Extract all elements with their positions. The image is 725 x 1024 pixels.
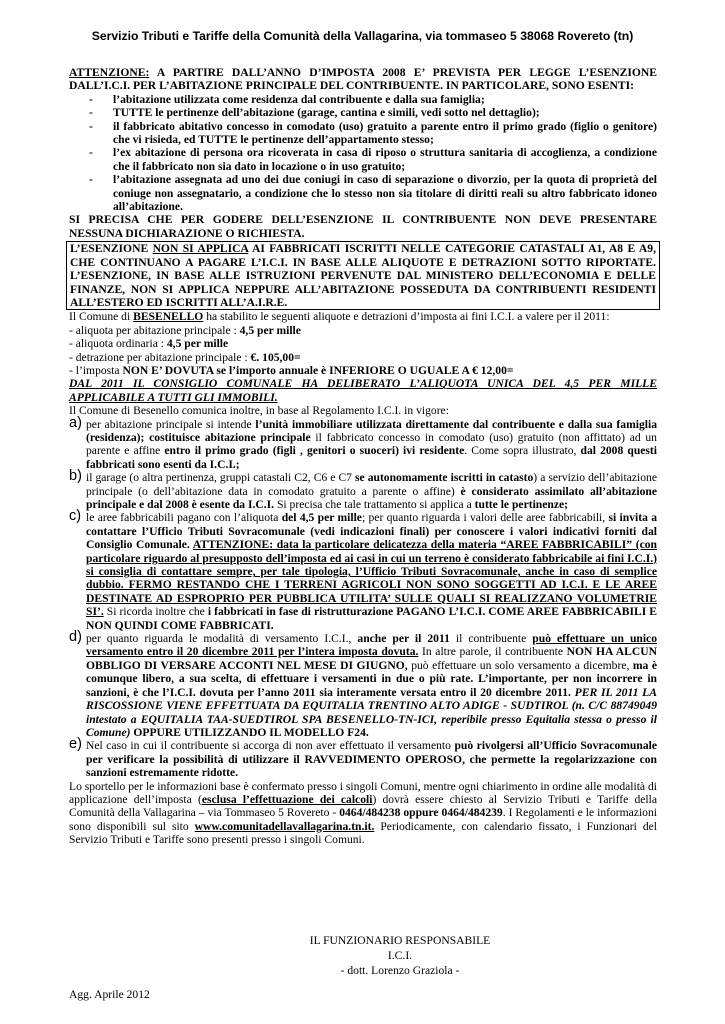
item-text: i fabbricati in fase di ristrutturazione PAGANO L’I.C.I. COME AREE FABBRICABILI E NON QUINDI COME FABBRICATI. xyxy=(86,605,658,632)
aliquota-value: 4,5 per mille xyxy=(239,323,301,337)
aliquota-label: - detrazione per abitazione principale : xyxy=(69,350,251,364)
item-text: ma è comunque libero, a sua scelta, di effettuare i versamenti in due o più rate. L’importante, per non incorrere in sanzioni, è che l’I.C.I. dovuta per l’anno 2011 sia interamente versata entro il 20 dicembre 2011. xyxy=(86,658,658,699)
item-text: è considerato assimilato all’abitazione principale e dal 2008 è esente da I.C.I. xyxy=(86,484,657,511)
item-letter: b) xyxy=(69,468,82,485)
item-text: può effettuare un unico versamento entro il 20 dicembre 2011 per l’intera imposta dovuta. xyxy=(86,632,657,659)
box-text-c: AI FABBRICATI ISCRITTI NELLE CATEGORIE CATASTALI A1, A8 E A9, CHE CONTINUANO A PAGARE L’I.C.I. IN BASE ALLE ALIQUOTE E DETRAZIONI SOTTO RIPORTATE. L’ESENZIONE, IN BASE ALLE ISTRUZIONI PERVENUTE DAL MINISTERO DELL’ECONOMIA E DELLE FINANZE, NON SI APPLICA NEPPURE ALL’ABITAZIONE POSSEDUTA DA CONTRIBUENTI RESIDENTI ALL’ESTERO ED ISCRITTI ALL’A.I.R.E. xyxy=(70,242,656,309)
item-text: NON HA ALCUN OBBLIGO DI VERSARE ACCONTI NEL MESE DI GIUGNO, xyxy=(86,645,657,672)
signature-block xyxy=(300,933,500,978)
item-text: dal 2008 questi fabbricati sono esenti da I.C.I.; xyxy=(86,444,658,471)
precisa-paragraph: SI PRECISA CHE PER GODERE DELL’ESENZIONE IL CONTRIBUENTE NON DEVE PRESENTARE NESSUNA DICHIARAZIONE O RICHIESTA. xyxy=(69,213,657,240)
item-d xyxy=(69,629,658,739)
aliquota-value: NON E’ DOVUTA se l’importo annuale è INFERIORE O UGUALE A € 12,00= xyxy=(122,363,514,377)
document-body xyxy=(69,66,657,847)
esenti-item: - TUTTE le pertinenze dell’abitazione (garage, cantina e simili, vedi sotto nel dettaglio); xyxy=(69,106,657,119)
esenti-item: - l’abitazione assegnata ad uno dei due coniugi in caso di separazione o divorzio, per la quota di proprietà del coniuge non assegnatario, a condizione che lo stesso non sia titolare di diritti reali su altro fabbricato idoneo all’abitazione. xyxy=(69,173,657,213)
aliquota-value: 4,5 per mille xyxy=(166,337,229,351)
signature-name: - dott. Lorenzo Graziola - xyxy=(340,964,460,977)
footer-date: Agg. Aprile 2012 xyxy=(69,988,150,1001)
item-text: il fabbricato concesso in comodato (uso) gratuito (non affittato) ad un parente e affine xyxy=(86,430,657,458)
comune-text-a: Il Comune di xyxy=(69,310,134,324)
item-text: Si ricorda inoltre che xyxy=(103,605,208,619)
aliquota-line xyxy=(69,337,657,350)
sportello-paragraph xyxy=(69,780,657,847)
comunica-paragraph: Il Comune di Besenello comunica inoltre, in base al Regolamento I.C.I. in vigore: xyxy=(69,404,449,418)
item-text: per abitazione principale si intende xyxy=(86,417,256,431)
item-letter: d) xyxy=(69,629,82,646)
aliquota-line xyxy=(69,324,657,337)
item-text: tutte le pertinenze; xyxy=(474,498,568,511)
item-text: se autonomamente iscritti in catasto xyxy=(355,471,534,485)
sportello-text: ) dovrà essere chiesto al Servizio Tributi e Tariffe della Comunità della Vallagarina – via Tommaseo 5 Rovereto - xyxy=(69,792,657,820)
item-text: OPPURE UTILIZZANDO IL MODELLO F24. xyxy=(130,725,369,739)
item-text: . Come sopra illustrato, xyxy=(464,444,581,458)
aliquota-value: €. 105,00= xyxy=(250,350,301,364)
esenti-item: - l’abitazione utilizzata come residenza dal contribuente e dalla sua famiglia; xyxy=(69,93,657,106)
item-letter: a) xyxy=(69,414,82,431)
item-text: Nel caso in cui il contribuente si accorga di non aver effettuato il versamento xyxy=(86,739,455,753)
item-text: anche per il 2011 xyxy=(357,632,450,646)
esenzione-box xyxy=(66,241,660,310)
aliquota-line xyxy=(69,364,657,377)
box-text-a: L’ESENZIONE xyxy=(70,242,153,256)
item-text: ATTENZIONE: data la particolare delicatezza della materia “AREE FABBRICABILI” (con particolare riguardo al presupposto dell’imposta ed ai casi in cui un terreno è considerato fabbricabile ai fini I.C.I.) si consiglia di contattare sempre, per tale tipologia, l’Ufficio Tributi Sovracomunale, anche in caso di semplice dubbio. FERMO RESTANDO CHE I TERRENI AGRICOLI NON SONO SOGGETTI AD I.C.I. E LE AREE DESTINATE AD ESPROPRIO PER PUBBLICA UTILITA’ SULLE QUALI SI REALIZZANO VOLUMETRIE SI’. xyxy=(86,538,657,619)
item-e xyxy=(69,736,657,780)
delibera-paragraph: DAL 2011 IL CONSIGLIO COMUNALE HA DELIBERATO L’ALIQUOTA UNICA DEL 4,5 PER MILLE APPLICABILE A TUTTI GLI IMMOBILI. xyxy=(69,377,657,404)
item-c xyxy=(69,508,658,632)
aliquota-label: - aliquota per abitazione principale : xyxy=(69,323,240,337)
item-text: può effettuare un solo versamento a dicembre, xyxy=(407,658,633,672)
sportello-text: Lo sportello per le informazioni base è confermato presso i singoli Comuni, mentre ogni chiarimento in ordine alle modalità di applicazione dell’imposta ( xyxy=(69,779,657,806)
item-text: può rivolgersi all’Ufficio Sovracomunale per verificare la possibilità di utilizzare il RAVVEDIMENTO OPEROSO, che permette la regolarizzazione con sanzioni estremamente ridotte. xyxy=(86,739,657,780)
item-text: In altre parole, il contribuente xyxy=(418,645,567,659)
website-link[interactable]: www.comunitadellavallagarina.tn.it. xyxy=(194,819,375,833)
item-a xyxy=(69,414,658,472)
aliquota-label: - aliquota ordinaria : xyxy=(69,337,167,351)
item-letter: e) xyxy=(69,736,82,753)
sportello-text: Periodicamente, con calendario fissato, i Funzionari del Servizio Tributi e Tariffe sono presenti presso i singoli Comuni. xyxy=(69,819,657,847)
item-text: del 4,5 per mille xyxy=(281,511,362,525)
attenzione-text: A PARTIRE DALL’ANNO D’IMPOSTA 2008 E’ PREVISTA PER LEGGE L’ESENZIONE DALL’I.C.I. PER L’ABITAZIONE PRINCIPALE DEL CONTRIBUENTE. IN PARTICOLARE, SONO ESENTI: xyxy=(69,66,657,93)
esenti-list xyxy=(69,93,657,214)
comune-paragraph xyxy=(69,310,657,323)
item-letter: c) xyxy=(69,508,82,525)
signature-title: IL FUNZIONARIO RESPONSABILE I.C.I. xyxy=(309,934,491,962)
item-text: ; per quanto riguarda i valori delle aree fabbricabili, xyxy=(361,511,609,525)
item-text: ) a servizio dell’abitazione principale (o dell’abitazione data in comodato gratuito a parente o affine) xyxy=(86,471,657,498)
esenti-item: - il fabbricato abitativo concesso in comodato (uso) gratuito a parente entro il primo grado (figlio o genitore) che vi risieda, ed TUTTE le pertinenze dell’appartamento stesso; xyxy=(69,120,657,147)
phone-numbers: 0464/484238 oppure 0464/484239 xyxy=(339,806,503,820)
box-text-b: NON SI APPLICA xyxy=(152,242,249,256)
attenzione-paragraph xyxy=(69,66,657,93)
item-text: Si precisa che tale trattamento si applica a xyxy=(274,498,475,511)
esenti-item: - l’ex abitazione di persona ora ricoverata in casa di riposo o struttura sanitaria di accoglienza, a condizione che il fabbricato non sia dato in locazione o in uso gratuito; xyxy=(69,146,657,173)
aliquota-line xyxy=(69,351,657,364)
item-text: il contribuente xyxy=(449,632,533,646)
item-text: PER IL 2011 LA RISCOSSIONE VIENE EFFETTUATA DA EQUITALIA TRENTINO ALTO ADIGE - SUDTIROL (n. C/C 88749049 intestato a EQUITALIA TAA-SUEDTIROL SPA BESENELLO-TN-ICI, reperibile presso Equitalia stessa o presso il Comune) xyxy=(86,685,657,739)
item-text: entro il primo grado (figli , genitori o suoceri) ivi residente xyxy=(164,444,465,458)
item-text: il garage (o altra pertinenza, gruppi catastali C2, C6 e C7 xyxy=(86,471,356,485)
aliquota-label: - l’imposta xyxy=(69,363,123,377)
comune-text-c: ha stabilito le seguenti aliquote e detrazioni d’imposta ai fini I.C.I. a valere per il 2011: xyxy=(203,310,610,324)
item-b xyxy=(69,468,657,511)
sportello-text: . I Regolamenti e le informazioni sono disponibili sul sito xyxy=(69,806,657,833)
item-text: si invita a contattare l’Ufficio Tributi Sovracomunale (vedi indicazioni finali) per conoscere i valori indicativi forniti dal Consiglio Comunale. xyxy=(86,511,658,552)
item-text: le aree fabbricabili pagano con l’aliquota xyxy=(86,511,282,525)
comune-name: BESENELLO xyxy=(133,310,204,324)
sportello-text: esclusa l’effettuazione dei calcoli xyxy=(201,792,373,806)
item-text: l’unità immobiliare utilizzata direttamente dal contribuente e dalla sua famiglia (residenza); costituisce abitazione principale xyxy=(86,417,657,444)
attenzione-label: ATTENZIONE: xyxy=(69,66,150,79)
page-header: Servizio Tributi e Tariffe della Comunità della Vallagarina, via tommaseo 5 38068 Rovereto (tn) xyxy=(91,29,634,43)
item-text: per quanto riguarda le modalità di versamento I.C.I., xyxy=(86,632,358,646)
